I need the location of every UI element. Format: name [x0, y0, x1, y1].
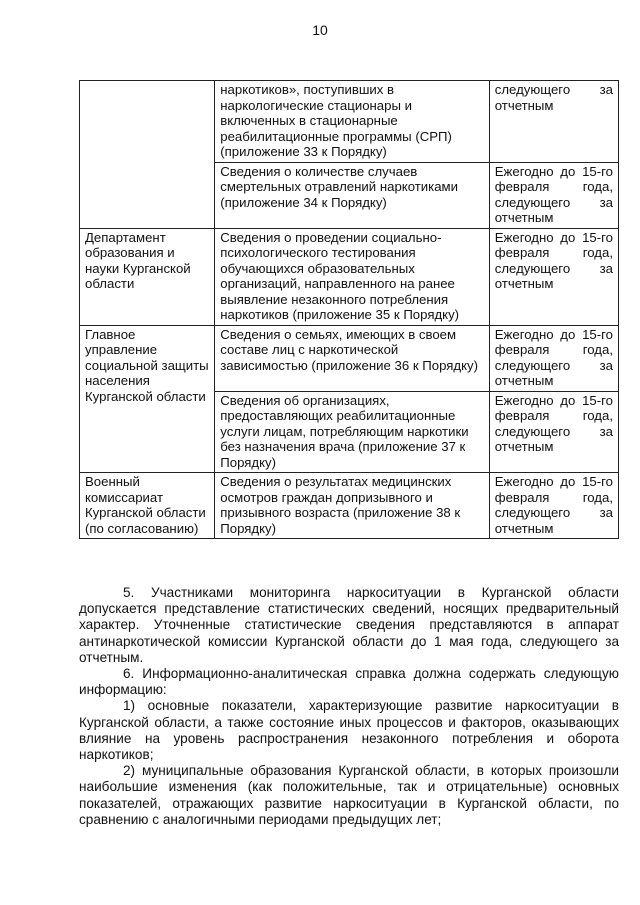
info-cell: Сведения о количестве случаев смертельных отравлений наркотиками (приложение 34 к Порядку): [215, 162, 490, 228]
term-line: Ежегодно до 15-го: [494, 474, 613, 489]
term-line: отчетным: [494, 210, 554, 225]
info-cell: Сведения о семьях, имеющих в своем составе лиц с наркотической зависимостью (приложение 36 к Порядку): [215, 325, 490, 391]
term-cell: [489, 228, 618, 325]
term-line: следующего за: [494, 505, 613, 520]
paragraph: 6. Информационно-аналитическая справка должна содержать следующую информацию:: [79, 666, 619, 698]
term-cell: [489, 325, 618, 391]
term-line: отчетным: [494, 439, 554, 454]
table-row: [80, 228, 619, 325]
paragraph: 2) муниципальные образования Курганской области, в которых произошли наибольшие изменения (как положительные, так и отрицательные) основных показателей, отражающих развитие наркоситуации в Курганской области, по сравнению с аналогичными периодами предыдущих лет;: [79, 763, 619, 827]
info-cell: наркотиков», поступивших в наркологические стационары и включенных в стационарные реабилитационные программы (СРП) (приложение 33 к Порядку): [215, 81, 490, 163]
term-line: следующего за: [494, 423, 613, 439]
term-line: следующего за: [494, 194, 613, 210]
term-line: отчетным: [494, 97, 554, 113]
term-line: Ежегодно до 15-го: [494, 163, 613, 179]
term-line: февраля года,: [494, 179, 613, 194]
org-cell: Военный комиссариат Курганской области (по согласованию): [80, 473, 215, 539]
org-cell: Главное управление социальной защиты населения Курганской области: [80, 325, 215, 473]
term-line: следующего за: [494, 82, 613, 97]
paragraph: 1) основные показатели, характеризующие развитие наркоситуации в Курганской области, а также состояние иных процессов и факторов, оказывающих влияние на уровень распространения незаконного потребления и оборота наркотиков;: [79, 698, 619, 763]
org-cell: Департамент образования и науки Курганской области: [80, 228, 215, 325]
info-cell: Сведения о результатах медицинских осмотров граждан допризывного и призывного возраста (приложение 38 к Порядку): [215, 473, 490, 539]
term-line: Ежегодно до 15-го: [494, 229, 613, 245]
term-line: Ежегодно до 15-го: [494, 326, 613, 342]
term-line: следующего за: [494, 260, 613, 276]
term-line: следующего за: [494, 357, 613, 373]
body-text: [79, 585, 619, 828]
term-cell: [489, 81, 618, 163]
term-line: февраля года,: [494, 342, 613, 357]
term-line: февраля года,: [494, 489, 613, 505]
term-line: февраля года,: [494, 245, 613, 260]
term-line: отчетным: [494, 373, 554, 388]
monitoring-table: [79, 80, 619, 539]
org-cell: [80, 81, 215, 229]
term-line: отчетным: [494, 276, 554, 291]
term-cell: [489, 473, 618, 539]
page-number: 10: [312, 22, 328, 38]
term-cell: [489, 391, 618, 473]
term-line: отчетным: [494, 520, 554, 536]
term-line: февраля года,: [494, 408, 613, 423]
paragraph: 5. Участниками мониторинга наркоситуации в Курганской области допускается представление статистических сведений, носящих предварительный характер. Уточненные статистические сведения представляются в аппарат антинаркотической комиссии Курганской области до 1 мая года, следующего за отчетным.: [79, 585, 619, 665]
table-row: [80, 325, 619, 391]
table-row: [80, 473, 619, 539]
table-row: [80, 81, 619, 163]
term-cell: [489, 162, 618, 228]
info-cell: Сведения о проведении социально-психологического тестирования обучающихся образовательных организаций, направленного на ранее выявление незаконного потребления наркотиков (приложение 35 к Порядку): [215, 228, 490, 325]
info-cell: Сведения об организациях, предоставляющих реабилитационные услуги лицам, потребляющим наркотики без назначения врача (приложение 37 к Порядку): [215, 391, 490, 473]
term-line: Ежегодно до 15-го: [494, 392, 613, 408]
